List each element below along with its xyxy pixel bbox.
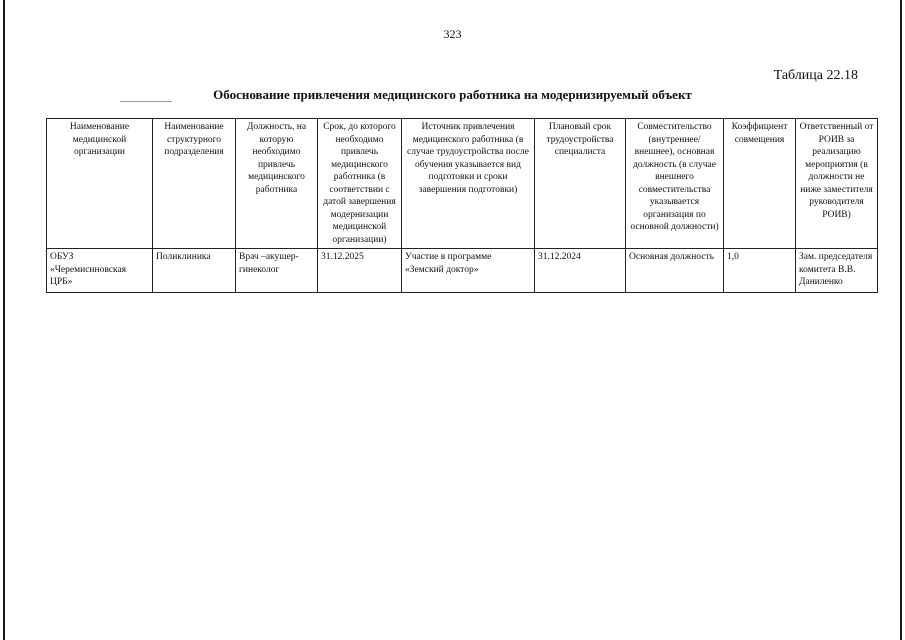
table-cell: 31.12.2025 — [318, 249, 402, 293]
header-cell: Коэффициент совмещения — [724, 119, 796, 249]
table-cell: Зам. председателя комитета В.В. Даниленко — [796, 249, 878, 293]
page-number: 323 — [443, 27, 462, 41]
header-cell: Ответственный от РОИВ за реализацию мероприятия (в должности не ниже заместителя руководителя РОИВ) — [796, 119, 878, 249]
header-cell: Совместительство (внутреннее/внешнее), основная должность (в случае внешнего совместительства указывается организация по основной должности) — [626, 119, 724, 249]
table-cell: Основная должность — [626, 249, 724, 293]
justification-table — [46, 118, 878, 293]
table-cell: Врач –акушер-гинеколог — [236, 249, 318, 293]
header-cell: Плановый срок трудоустройства специалиста — [535, 119, 626, 249]
table-row — [47, 249, 878, 293]
header-cell: Наименование медицинской организации — [47, 119, 153, 249]
header-cell: Источник привлечения медицинского работника (в случае трудоустройства после обучения указывается вид подготовки и сроки завершения подготовки) — [402, 119, 535, 249]
table-header-row — [47, 119, 878, 249]
table-cell: Поликлиника — [153, 249, 236, 293]
table-cell: 1,0 — [724, 249, 796, 293]
header-cell: Наименование структурного подразделения — [153, 119, 236, 249]
scan-mark — [120, 101, 172, 102]
table-label: Таблица 22.18 — [773, 68, 858, 83]
header-cell: Срок, до которого необходимо привлечь медицинского работника (в соответствии с датой завершения модернизации медицинской организации) — [318, 119, 402, 249]
table-cell: 31.12.2024 — [535, 249, 626, 293]
document-title: Обоснование привлечения медицинского работника на модернизируемый объект — [213, 87, 692, 102]
table-cell: Участие в программе «Земский доктор» — [402, 249, 535, 293]
table-cell: ОБУЗ «Черемисиновская ЦРБ» — [47, 249, 153, 293]
header-cell: Должность, на которую необходимо привлечь медицинского работника — [236, 119, 318, 249]
